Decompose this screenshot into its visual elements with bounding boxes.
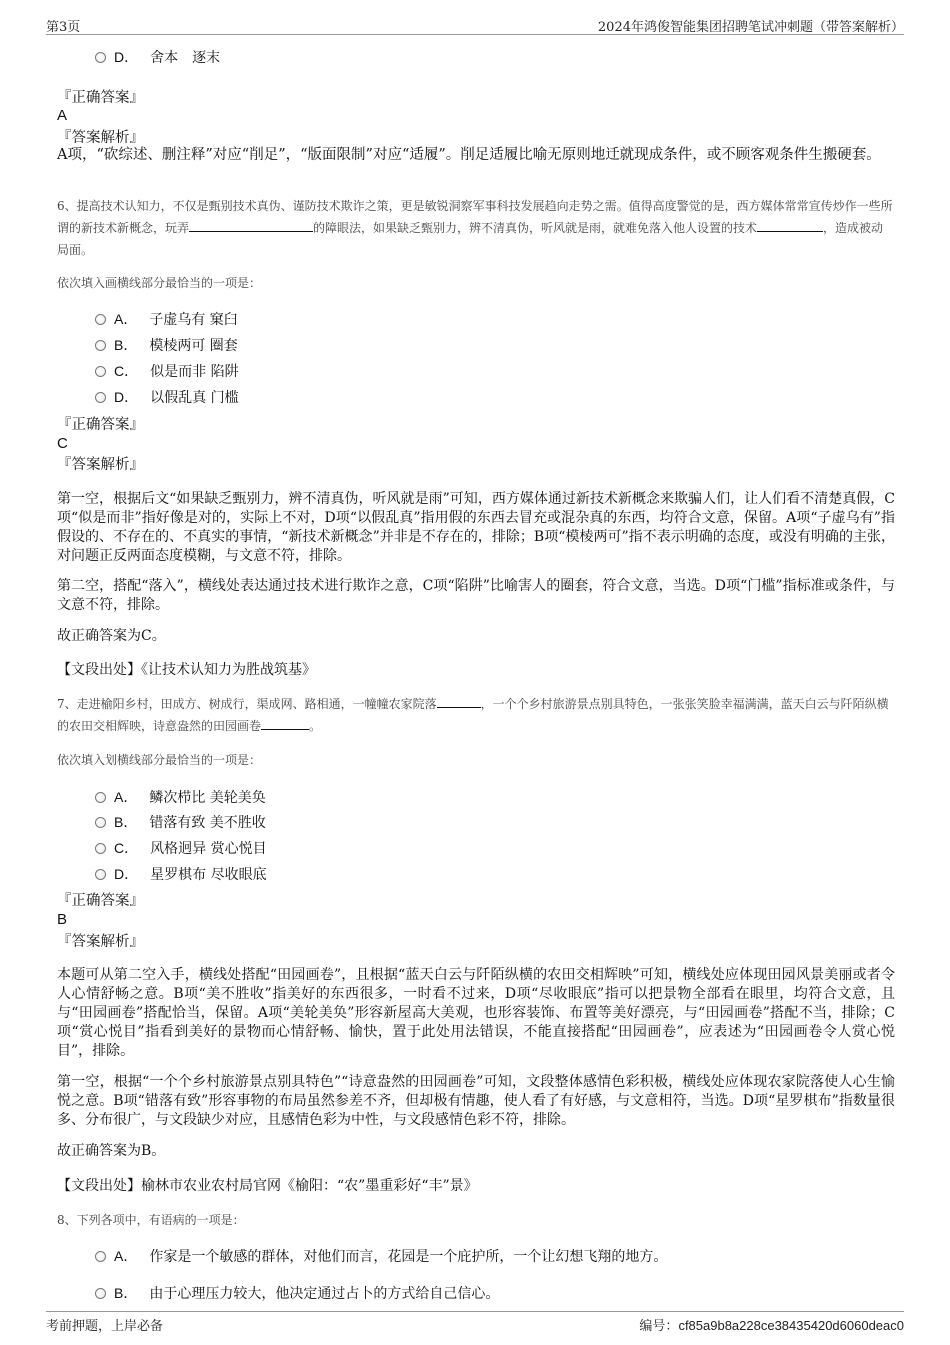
q6-option-a[interactable]: A． 子虚乌有 窠臼 (95, 308, 238, 330)
footer-slogan: 考前押题，上岸必备 (46, 1319, 164, 1334)
q7-answer: B (57, 911, 68, 928)
option-text: 似是而非 陷阱 (150, 364, 239, 380)
q6-stem: 6、提高技术认知力，不仅是甄别技术真伪、谨防技术欺诈之策，更是敏锐洞察军事科技发展趋向走势之需。值得高度警觉的是，西方媒体常常宣传炒作一些所谓的新技术新概念，玩弄 的障眼法，如果缺乏甄别力，辨不清真伪，听风就是雨，就难免落入他人设置的技术 ，造成被动局面。 (57, 199, 893, 257)
option-text: 由于心理压力较大，他决定通过占卜的方式给自己信心。 (149, 1286, 500, 1302)
q7-option-a[interactable]: A． 鳞次栉比 美轮美奂 (95, 786, 266, 808)
option-text: 子虚乌有 窠臼 (149, 312, 238, 328)
q6-source: 【文段出处】《让技术认知力为胜战筑基》 (57, 662, 316, 678)
option-text: 风格迥异 赏心悦目 (150, 841, 267, 857)
radio-icon[interactable] (95, 792, 106, 803)
q7-answer-label: 『正确答案』 (57, 893, 144, 909)
q7-option-c[interactable]: C． 风格迥异 赏心悦目 (95, 837, 267, 859)
q6-answer-label: 『正确答案』 (57, 417, 144, 433)
option-text: 舍本 逐末 (150, 50, 221, 66)
option-text: 星罗棋布 尽收眼底 (150, 867, 267, 883)
q6-option-c[interactable]: C． 似是而非 陷阱 (95, 360, 239, 382)
q6-option-b[interactable]: B． 模棱两可 圈套 (95, 334, 238, 356)
radio-icon[interactable] (95, 1288, 106, 1299)
q7-option-d[interactable]: D． 星罗棋布 尽收眼底 (95, 863, 267, 885)
radio-icon[interactable] (95, 392, 106, 403)
page-number: 第3页 (46, 20, 81, 35)
page-header (46, 14, 904, 35)
q5-analysis-label: 『答案解析』 (57, 130, 144, 146)
blank-line (437, 695, 481, 708)
q8-option-b[interactable]: B． 由于心理压力较大，他决定通过占卜的方式给自己信心。 (95, 1282, 499, 1304)
q6-analysis-p2: 第二空，搭配“落入”，横线处表达通过技术进行欺诈之意，C项“陷阱”比喻害人的圈套，符合文意，当选。D项“门槛”指标准或条件，与文意不符，排除。 (57, 578, 895, 613)
radio-icon[interactable] (95, 314, 106, 325)
blank-line (757, 219, 823, 232)
option-text: 模棱两可 圈套 (149, 338, 238, 354)
document-code: 编号：cf85a9b8a228ce38435420d6060deac0 (639, 1318, 904, 1334)
radio-icon[interactable] (95, 817, 106, 828)
q6-analysis-p3: 故正确答案为C。 (57, 628, 166, 644)
q6-option-d[interactable]: D． 以假乱真 门槛 (95, 386, 239, 408)
q6-prompt: 依次填入画横线部分最恰当的一项是： (57, 276, 262, 290)
option-text: 错落有致 美不胜收 (149, 815, 266, 831)
document-title: 2024年鸿俊智能集团招聘笔试冲刺题（带答案解析） (597, 20, 904, 35)
option-text: 作家是一个敏感的群体，对他们而言，花园是一个庇护所，一个让幻想飞翔的地方。 (149, 1249, 668, 1265)
blank-line (189, 219, 313, 232)
q8-stem: 8、下列各项中，有语病的一项是： (57, 1213, 245, 1227)
q5-option-d[interactable]: D． 舍本 逐末 (95, 46, 220, 68)
page-footer (46, 1311, 904, 1334)
q5-analysis: A项，“砍综述、删注释”对应“削足”，“版面限制”对应“适履”。削足适履比喻无原则地迁就现成条件，或不顾客观条件生搬硬套。 (57, 147, 881, 163)
q5-answer-label: 『正确答案』 (57, 90, 144, 106)
radio-icon[interactable] (95, 52, 106, 63)
option-text: 以假乱真 门槛 (150, 390, 239, 406)
q6-analysis-label: 『答案解析』 (57, 457, 144, 473)
radio-icon[interactable] (95, 843, 106, 854)
q6-analysis-p1: 第一空，根据后文“如果缺乏甄别力，辨不清真伪，听风就是雨”可知，西方媒体通过新技术新概念来欺骗人们，让人们看不清楚真假，C项“似是而非”指好像是对的，实际上不对，D项“以假乱真”指用假的东西去冒充或混杂真的东西，均符合文意，保留。A项“子虚乌有”指假设的、不存在的、不真实的事情，“新技术新概念”并非是不存在的，排除；B项“模棱两可”指不表示明确的态度，或没有明确的主张，对问题正反两面态度模糊，与文意不符，排除。 (57, 491, 895, 564)
blank-line (261, 717, 309, 730)
option-text: 鳞次栉比 美轮美奂 (149, 790, 266, 806)
radio-icon[interactable] (95, 340, 106, 351)
radio-icon[interactable] (95, 869, 106, 880)
q8-option-a[interactable]: A． 作家是一个敏感的群体，对他们而言，花园是一个庇护所，一个让幻想飞翔的地方。 (95, 1245, 667, 1267)
q6-answer: C (57, 435, 68, 452)
radio-icon[interactable] (95, 1251, 106, 1262)
q7-option-b[interactable]: B． 错落有致 美不胜收 (95, 811, 266, 833)
q7-prompt: 依次填入划横线部分最恰当的一项是： (57, 753, 262, 767)
q7-analysis-p1: 本题可从第二空入手，横线处搭配“田园画卷”，且根据“蓝天白云与阡陌纵横的农田交相辉映”可知，横线处应体现田园风景美丽或者令人心情舒畅之意。B项“美不胜收”指美好的东西很多，一时看不过来，D项“尽收眼底”指可以把景物全部看在眼里，均符合文意，且与“田园画卷”搭配恰当，保留。A项“美轮美奂”形容新屋高大美观，也形容装饰、布置等美好漂亮，与“田园画卷”搭配不当，排除；C项“赏心悦目”指看到美好的景物而心情舒畅、愉快，置于此处用法错误，不能直接搭配“田园画卷”，应表述为“田园画卷令人赏心悦目”，排除。 (57, 967, 895, 1059)
q5-answer: A (57, 107, 68, 124)
q7-analysis-p3: 故正确答案为B。 (57, 1143, 166, 1159)
radio-icon[interactable] (95, 366, 106, 377)
q7-source: 【文段出处】榆林市农业农村局官网《榆阳：“农”墨重彩好“丰”景》 (57, 1178, 478, 1194)
q7-stem: 7、走进榆阳乡村，田成方、树成行，渠成网、路相通，一幢幢农家院落 ，一个个乡村旅游景点别具特色，一张张笑脸幸福满满，蓝天白云与阡陌纵横的农田交相辉映，诗意盎然的田园画卷 。 (57, 697, 889, 733)
q7-analysis-p2: 第一空，根据“一个个乡村旅游景点别具特色”“诗意盎然的田园画卷”可知，文段整体感情色彩积极，横线处应体现农家院落使人心生愉悦之意。B项“错落有致”形容事物的布局虽然参差不齐，但却极有情趣，使人看了有好感，与文意相符，当选。D项“星罗棋布”指数量很多、分布很广，与文段缺少对应，且感情色彩为中性，与文段感情色彩不符，排除。 (57, 1074, 895, 1128)
q7-analysis-label: 『答案解析』 (57, 934, 144, 950)
